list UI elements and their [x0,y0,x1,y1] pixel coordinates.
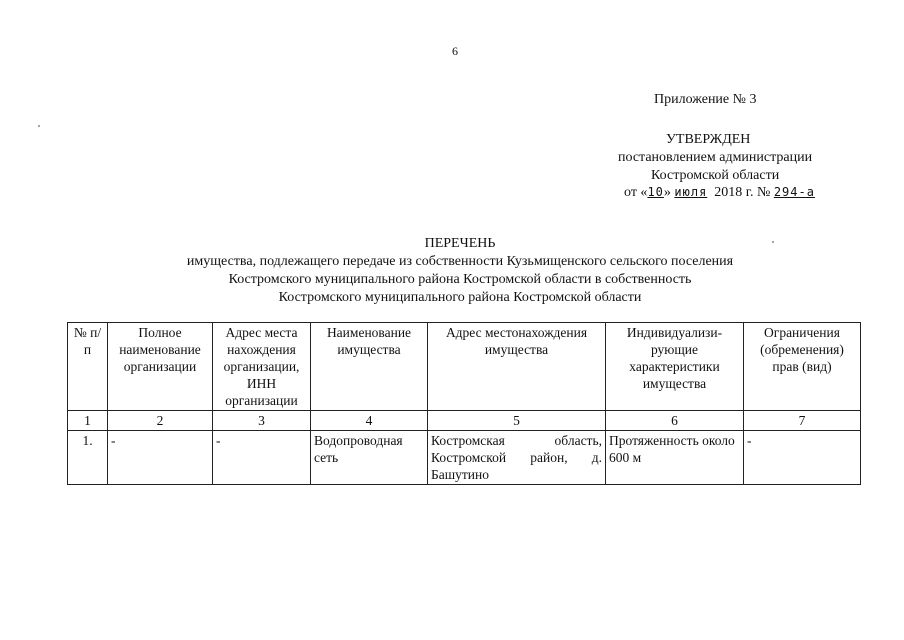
header-cell: Адрес местонахождения имущества [428,323,606,411]
page-number: 6 [452,44,458,58]
list-subtitle-line3: Костромского муниципального района Костромской области [278,290,642,305]
column-number: 5 [428,411,606,431]
restrictions-cell: - [744,431,861,485]
header-cell: Полное наименование организации [108,323,213,411]
org-address-cell: - [213,431,311,485]
property-table [67,322,861,485]
property-name-cell: Водопроводная сеть [311,431,428,485]
column-number: 3 [213,411,311,431]
row-number: 1. [68,431,108,485]
list-heading: ПЕРЕЧЕНЬ [424,236,496,251]
list-subtitle-line1: имущества, подлежащего передаче из собственности Кузьмищенского сельского поселения [186,254,734,269]
approved-region-line: Костромской области [651,168,780,183]
property-address-cell: Костромская область, Костромской район, д. Башутино [428,431,606,485]
table-row [68,431,861,485]
document-number: 294-а [773,185,815,199]
date-prefix: от « [624,185,648,200]
list-subtitle-line2: Костромского муниципального района Костромской области в собственность [228,272,692,287]
header-cell: № п/п [68,323,108,411]
approval-date-line [624,185,815,201]
date-month: июля [674,185,708,199]
header-cell: Ограничения (обременения) прав (вид) [744,323,861,411]
scan-speck [772,241,774,243]
header-cell: Адрес места нахождения организации, ИНН организации [213,323,311,411]
approved-label: УТВЕРЖДЕН [666,132,751,147]
column-number: 2 [108,411,213,431]
scan-speck [38,125,40,127]
header-cell: Индивидуализи-рующие характеристики имущества [606,323,744,411]
column-number: 6 [606,411,744,431]
date-mid: » [663,185,671,200]
date-day: 10 [647,185,664,199]
column-number-row [68,411,861,431]
table-header-row [68,323,861,411]
date-year: 2018 г. № [714,185,771,200]
org-name-cell: - [108,431,213,485]
approved-by-line: постановлением администрации [618,150,813,165]
column-number: 4 [311,411,428,431]
column-number: 7 [744,411,861,431]
column-number: 1 [68,411,108,431]
characteristics-cell: Протяженность около 600 м [606,431,744,485]
header-cell: Наименование имущества [311,323,428,411]
appendix-label: Приложение № 3 [654,92,757,107]
